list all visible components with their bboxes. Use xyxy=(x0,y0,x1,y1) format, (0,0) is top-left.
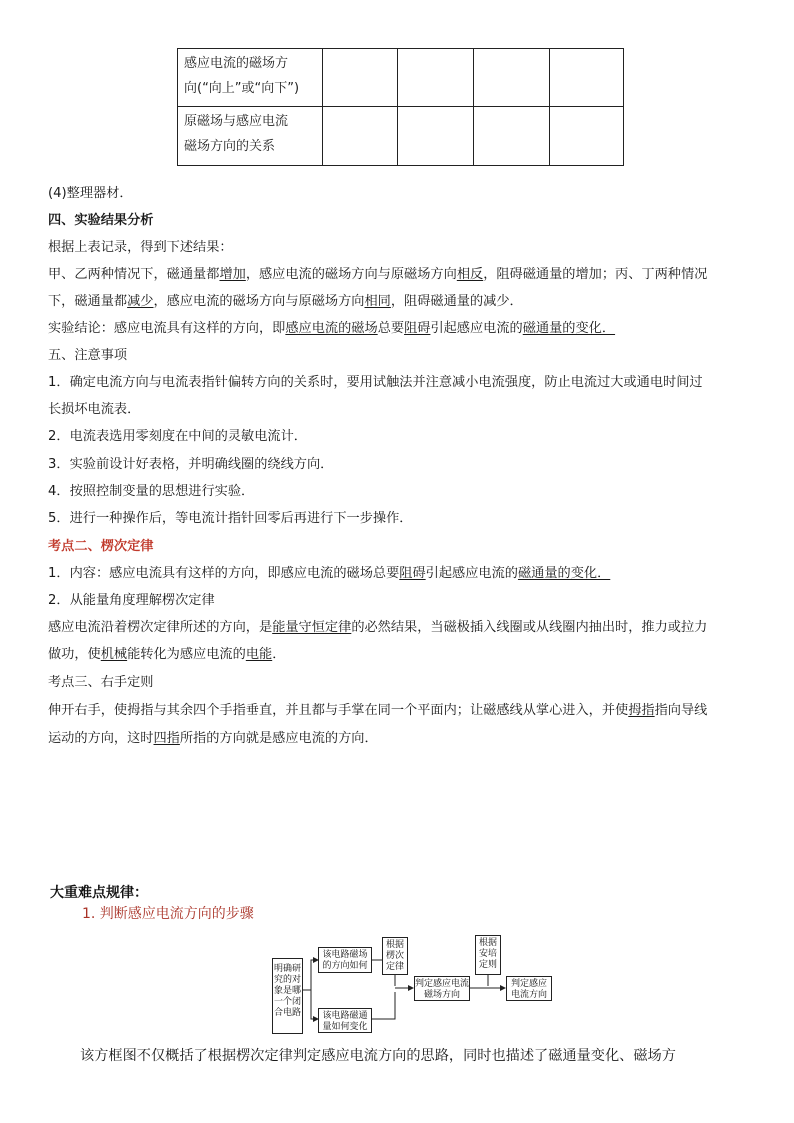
note-2: 2．电流表选用零刻度在中间的灵敏电流计． xyxy=(48,429,307,444)
diagram-field-direction-box: 该电路磁场的方向如何 xyxy=(318,947,372,973)
diagram-lenz-law-box: 根据楞次定律 xyxy=(382,937,408,975)
kp2-paragraph-line-2: 做功，使机械能转化为感应电流的电能． xyxy=(48,647,286,662)
rules-subheading: 1. 判断感应电流方向的步骤 xyxy=(82,906,254,922)
diagram-induced-field-box: 判定感应电流磁场方向 xyxy=(414,976,470,1001)
experiment-conclusion: 实验结论：感应电流具有这样的方向，即感应电流的磁场总要阻碍引起感应电流的磁通量的变化． xyxy=(48,321,616,336)
step-4: (4)整理器材． xyxy=(48,186,133,201)
table-header-line: 原磁场与感应电流 xyxy=(184,114,289,129)
kp3-line-2: 运动的方向，这时四指所指的方向就是感应电流的方向． xyxy=(48,731,378,746)
section-5-heading: 五、注意事项 xyxy=(48,348,128,363)
kp2-energy-heading: 2．从能量角度理解楞次定律 xyxy=(48,593,215,608)
diagram-flux-change-box: 该电路磁通量如何变化 xyxy=(318,1008,372,1033)
note-1-line-1: 1．确定电流方向与电流表指针偏转方向的关系时，要用试触法并注意减小电流强度，防止电流过大或通电时间过 xyxy=(48,375,703,390)
note-4: 4．按照控制变量的思想进行实验． xyxy=(48,484,255,499)
result-line-2: 下，磁通量都减少，感应电流的磁场方向与原磁场方向相同，阻碍磁通量的减少． xyxy=(48,294,523,309)
result-line-1: 甲、乙两种情况下，磁通量都增加，感应电流的磁场方向与原磁场方向相反，阻碍磁通量的增加；丙、丁两种情况 xyxy=(48,267,708,282)
closing-paragraph: 该方框图不仅概括了根据楞次定律判定感应电流方向的思路，同时也描述了磁通量变化、磁场方 xyxy=(80,1048,676,1064)
section-4-heading: 四、实验结果分析 xyxy=(48,213,154,228)
note-3: 3．实验前设计好表格，并明确线圈的绕线方向． xyxy=(48,457,334,472)
note-5: 5．进行一种操作后，等电流计指针回零后再进行下一步操作． xyxy=(48,511,413,526)
note-1-line-2: 长损坏电流表． xyxy=(48,402,141,417)
kp3-line-1: 伸开右手，使拇指与其余四个手指垂直，并且都与手掌在同一个平面内；让磁感线从掌心进入，并使拇指指向导线 xyxy=(48,703,708,718)
section-4-intro: 根据上表记录，得到下述结果： xyxy=(48,240,233,255)
rules-heading: 大重难点规律： xyxy=(50,885,148,901)
table-header-line: 向(“向上”或“向下”) xyxy=(184,81,300,96)
kp2-paragraph-line-1: 感应电流沿着楞次定律所述的方向，是能量守恒定律的必然结果，当磁极插入线圈或从线圈内抽出时，推力或拉力 xyxy=(48,620,708,635)
diagram-current-direction-box: 判定感应电流方向 xyxy=(506,976,552,1001)
kp2-heading: 考点二、楞次定律 xyxy=(48,539,154,554)
kp3-heading: 考点三、右手定则 xyxy=(48,675,154,690)
diagram-start-box: 明确研究的对象是哪一个闭合电路 xyxy=(272,958,303,1034)
table-header-line: 磁场方向的关系 xyxy=(184,139,276,154)
diagram-ampere-rule-box: 根据安培定则 xyxy=(475,935,501,975)
kp2-content: 1．内容：感应电流具有这样的方向，即感应电流的磁场总要阻碍引起感应电流的磁通量的变化． xyxy=(48,566,611,581)
table-header-line: 感应电流的磁场方 xyxy=(184,56,289,71)
